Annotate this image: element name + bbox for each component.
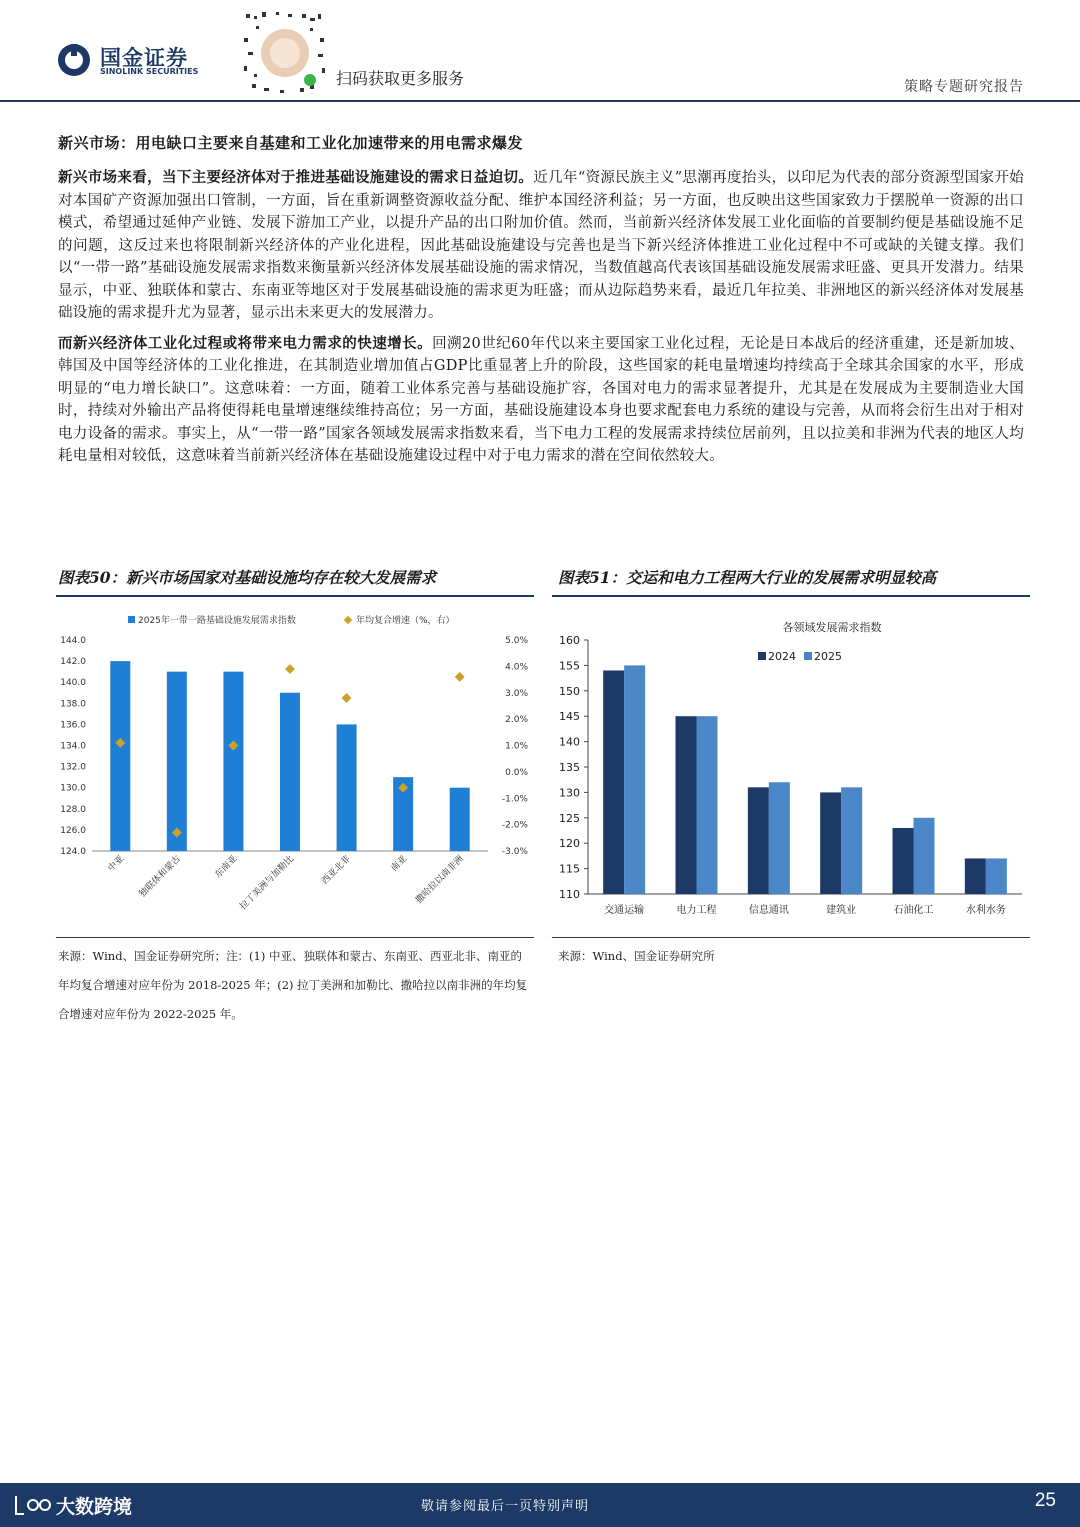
y-tick-label: 140.0 <box>60 678 86 689</box>
y-tick-label: 128.0 <box>60 804 86 815</box>
y2-tick-label: -3.0% <box>501 847 528 857</box>
y-tick-label: 136.0 <box>60 720 86 731</box>
x-tick-label: 水利水务 <box>965 905 1006 916</box>
y-tick-label: 125 <box>559 811 580 825</box>
x-tick-label: 中亚 <box>106 854 127 874</box>
x-tick-label: 西亚北非 <box>320 854 353 887</box>
report-type-label: 策略专题研究报告 <box>904 79 1024 95</box>
chart-title: 各领域发展需求指数 <box>782 621 882 634</box>
bar-2024 <box>820 792 841 894</box>
page-header <box>0 0 1080 102</box>
x-tick-label: 建筑业 <box>826 905 857 916</box>
paragraph-lead: 新兴市场来看，当下主要经济体对于推进基础设施建设的需求日益迫切。 <box>58 169 534 186</box>
bar-2025 <box>914 818 935 894</box>
x-tick-label: 石油化工 <box>893 905 934 916</box>
growth-point <box>285 664 295 674</box>
y2-tick-label: 1.0% <box>505 741 528 752</box>
y-tick-label: 144.0 <box>60 636 86 646</box>
sector-demand-chart <box>552 600 1030 935</box>
y-tick-label: 142.0 <box>60 657 86 668</box>
y2-tick-label: 4.0% <box>505 662 528 673</box>
y-tick-label: 110 <box>559 888 580 901</box>
figure-50-title: 图表50：新兴市场国家对基础设施均存在较大发展需求 <box>58 568 437 587</box>
y-tick-label: 132.0 <box>60 762 86 773</box>
page-number: 25 <box>1034 1490 1056 1511</box>
footer-disclaimer: 敬请参阅最后一页特别声明 <box>420 1499 589 1514</box>
bar <box>450 788 470 851</box>
bar-2024 <box>676 716 697 894</box>
y-tick-label: 130.0 <box>60 783 86 794</box>
y2-tick-label: 2.0% <box>505 715 528 726</box>
y-tick-label: 150 <box>559 684 580 698</box>
paragraph-electricity <box>58 333 1024 468</box>
y-tick-label: 160 <box>559 634 580 647</box>
paragraph-infrastructure <box>58 167 1024 325</box>
y-tick-label: 134.0 <box>60 741 86 752</box>
y2-tick-label: -1.0% <box>501 794 528 805</box>
legend-swatch <box>344 616 352 624</box>
legend-swatch <box>128 616 135 623</box>
y-tick-label: 135 <box>559 761 580 774</box>
x-tick-label: 独联体和蒙古 <box>137 854 183 900</box>
x-tick-label: 电力工程 <box>676 905 717 916</box>
qr-code-label: 扫码获取更多服务 <box>336 69 465 88</box>
legend-label: 2024 <box>768 650 796 663</box>
bar-2025 <box>769 782 790 894</box>
figure-51-title: 图表51：交运和电力工程两大行业的发展需求明显较高 <box>558 568 937 587</box>
legend-label: 2025年一带一路基础设施发展需求指数 <box>138 616 296 626</box>
y-tick-label: 145 <box>559 710 580 724</box>
x-tick-label: 东南亚 <box>213 854 240 881</box>
figure-50-source-rule <box>56 937 534 938</box>
figure-51-source: 来源：Wind、国金证券研究所 <box>558 949 715 963</box>
y-tick-label: 124.0 <box>60 847 86 857</box>
y-tick-label: 126.0 <box>60 825 86 836</box>
legend-swatch <box>804 652 812 660</box>
y2-tick-label: 0.0% <box>505 767 528 778</box>
paragraph-body: 回溯20世纪60年代以来主要国家工业化过程，无论是日本战后的经济重建，还是新加坡、韩国及中国等经济体的工业化推进，在其制造业增加值占GDP比重显著上升的阶段，这些国家的耗电量增速均持续高于全球其余国家的水平，形成明显的“电力增长缺口”。这意味着：一方面，随着工业体系完善与基础设施扩容，各国对电力的需求显著提升，尤其是在发展成为主要制造业大国时，持续对外输出产品将使得耗电量增速继续维持高位；另一方面，基础设施建设本身也要求配套电力系统的建设与完善，从而将会衍生出对于相对电力设备的需求。事实上，从“一带一路”国家各领域发展需求指数来看，当下电力工程的发展需求持续位居前列，且以拉美和非洲为代表的地区人均耗电量相对较低，这意味着当前新兴经济体在基础设施建设过程中对于电力需求的潜在空间依然较大。 <box>58 335 1025 464</box>
bar-2025 <box>841 787 862 894</box>
y-tick-label: 155 <box>559 659 580 673</box>
y2-tick-label: 5.0% <box>505 636 528 646</box>
bar-2025 <box>697 716 718 894</box>
figure-51-title-rule <box>552 595 1030 597</box>
qr-code-icon[interactable] <box>240 8 330 98</box>
legend-label: 2025 <box>814 650 842 663</box>
y-tick-label: 115 <box>559 862 580 876</box>
figure-51-source-rule <box>552 937 1030 938</box>
header-divider <box>0 100 1080 102</box>
x-tick-label: 撒哈拉以南非洲 <box>414 854 466 906</box>
growth-point <box>342 693 352 703</box>
y-tick-label: 138.0 <box>60 699 86 710</box>
bar-2024 <box>965 858 986 894</box>
bar <box>280 693 300 851</box>
x-tick-label: 南亚 <box>389 854 410 874</box>
legend-label: 年均复合增速（%，右） <box>356 616 455 626</box>
bar-2025 <box>624 665 645 894</box>
y-tick-label: 120 <box>559 837 580 851</box>
y-tick-label: 130 <box>559 786 580 800</box>
main-content <box>58 132 1024 476</box>
bar-2024 <box>748 787 769 894</box>
paragraph-lead: 而新兴经济体工业化过程或将带来电力需求的快速增长。 <box>58 334 433 352</box>
x-tick-label: 交通运输 <box>604 905 645 916</box>
figure-50-source: 来源：Wind、国金证券研究所；注：(1) 中亚、独联体和蒙古、东南亚、西亚北非、南亚的年均复合增速对应年份为 2018-2025 年；(2) 拉丁美洲和加勒比、撒哈拉以南非洲的年均复合增速对应年份为 2022-2025 年。 <box>58 949 528 1021</box>
paragraph-body: 近几年“资源民族主义”思潮再度抬头，以印尼为代表的部分资源型国家开始对本国矿产资源加强出口管制，一方面，旨在重新调整资源收益分配、维护本国经济利益；另一方面，也反映出这些国家致力于摆脱单一资源的出口模式，希望通过延伸产业链、发展下游加工产业，以提升产品的出口附加价值。然而，当前新兴经济体发展工业化面临的首要制约便是基础设施不足的问题，这反过来也将限制新兴经济体的产业化进程，因此基础设施建设与完善也是当下新兴经济体推进工业化过程中不可或缺的关键支撑。我们以“一带一路”基础设施发展需求指数来衡量新兴经济体发展基础设施的需求情况，当数值越高代表该国基础设施发展需求旺盛、更具开发潜力。结果显示，中亚、独联体和蒙古、东南亚等地区对于发展基础设施的需求更为旺盛；而从边际趋势来看，最近几年拉美、非洲地区的新兴经济体对发展基础设施的需求提升尤为显著，显示出未来更大的发展潜力。 <box>58 170 1024 321</box>
bar <box>337 724 357 851</box>
bar <box>110 661 130 851</box>
sinolink-logo-icon <box>56 42 92 78</box>
logo-chinese-name: 国金证券 <box>100 46 188 70</box>
bar-2025 <box>986 858 1007 894</box>
section-title: 新兴市场：用电缺口主要来自基建和工业化加速带来的用电需求爆发 <box>58 134 524 152</box>
legend-swatch <box>758 652 766 660</box>
growth-point <box>455 672 465 682</box>
footer-brand-name: 大数跨境 <box>56 1496 133 1518</box>
bar <box>223 672 243 851</box>
bar <box>167 672 187 851</box>
figure-50-title-rule <box>56 595 534 597</box>
bar-2024 <box>603 670 624 894</box>
logo-english-name: SINOLINK SECURITIES <box>100 67 199 76</box>
x-tick-label: 拉丁美洲与加勒比 <box>238 854 297 913</box>
y-tick-label: 140 <box>559 735 580 749</box>
y2-tick-label: 3.0% <box>505 688 528 699</box>
bar-2024 <box>893 828 914 894</box>
company-logo <box>56 40 216 80</box>
y2-tick-label: -2.0% <box>501 820 528 831</box>
x-tick-label: 信息通讯 <box>748 905 789 916</box>
infrastructure-demand-chart <box>56 600 534 935</box>
